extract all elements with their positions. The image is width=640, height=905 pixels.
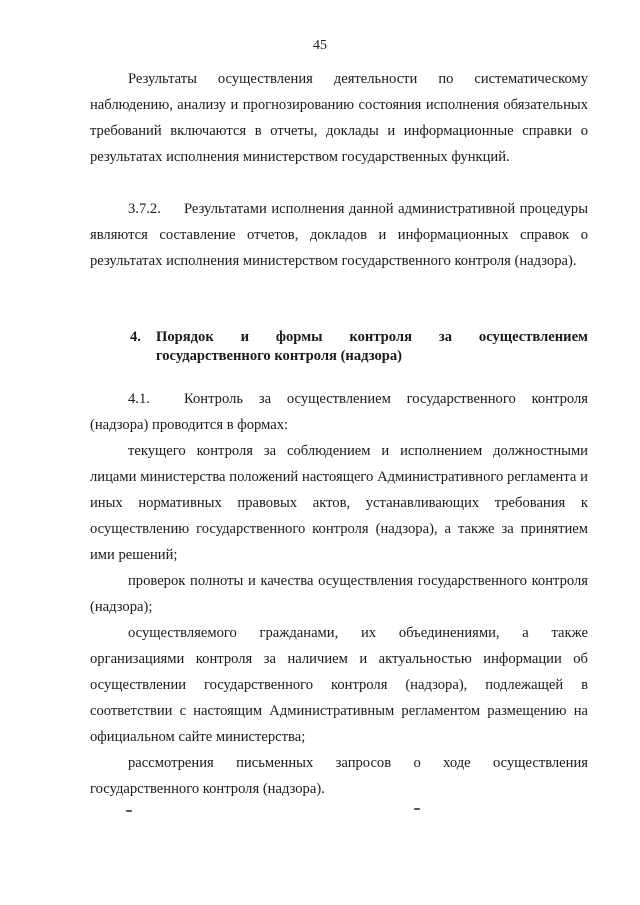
clause-4-1-text: Контроль за осуществлением государственного контроля (надзора) проводится в формах: [90,391,588,433]
clause-4-1-block [90,386,588,802]
form-item-checks: проверок полноты и качества осуществления государственного контроля (надзора); [90,573,588,615]
page-number: 45 [313,38,327,53]
results-paragraph-block [90,66,588,170]
clause-3-7-2-paragraph [90,196,588,274]
section-4-title: Порядок и формы контроля за осуществлением государственного контроля (надзора) [156,329,588,364]
scan-artifacts [0,800,640,820]
section-4-heading [90,328,588,366]
clause-4-1-number: 4.1. [128,391,150,407]
form-item-current-control: текущего контроля за соблюдением и исполнением должностными лицами министерства положений настоящего Административного регламента и иных нормативных правовых актов, устанавливающих требования к осуществлению государственного контроля (надзора), а также за принятием ими решений; [90,443,588,563]
scan-mark [414,808,420,810]
clause-3-7-2 [90,196,588,274]
clause-3-7-2-text: Результатами исполнения данной административной процедуры являются составление отчетов, докладов и информационных справок о результатах исполнения министерством государственного контроля (надзора). [90,201,588,269]
clause-3-7-2-number: 3.7.2. [128,201,161,217]
section-4-number: 4. [130,329,141,345]
form-item-public-control: осуществляемого гражданами, их объединениями, а также организациями контроля за наличием и актуальностью информации об осуществлении государственного контроля (надзора), подлежащей в соответствии с настоящим Административным регламентом размещению на официальном сайте министерства; [90,625,588,745]
form-item-written-requests: рассмотрения письменных запросов о ходе осуществления государственного контроля (надзора). [90,755,588,797]
clause-4-1-paragraph [90,386,588,438]
results-paragraph: Результаты осуществления деятельности по систематическому наблюдению, анализу и прогнозированию состояния исполнения обязательных требований включаются в отчеты, доклады и информационные справки о результатах исполнения министерством государственных функций. [90,71,588,165]
scan-mark [126,810,132,812]
